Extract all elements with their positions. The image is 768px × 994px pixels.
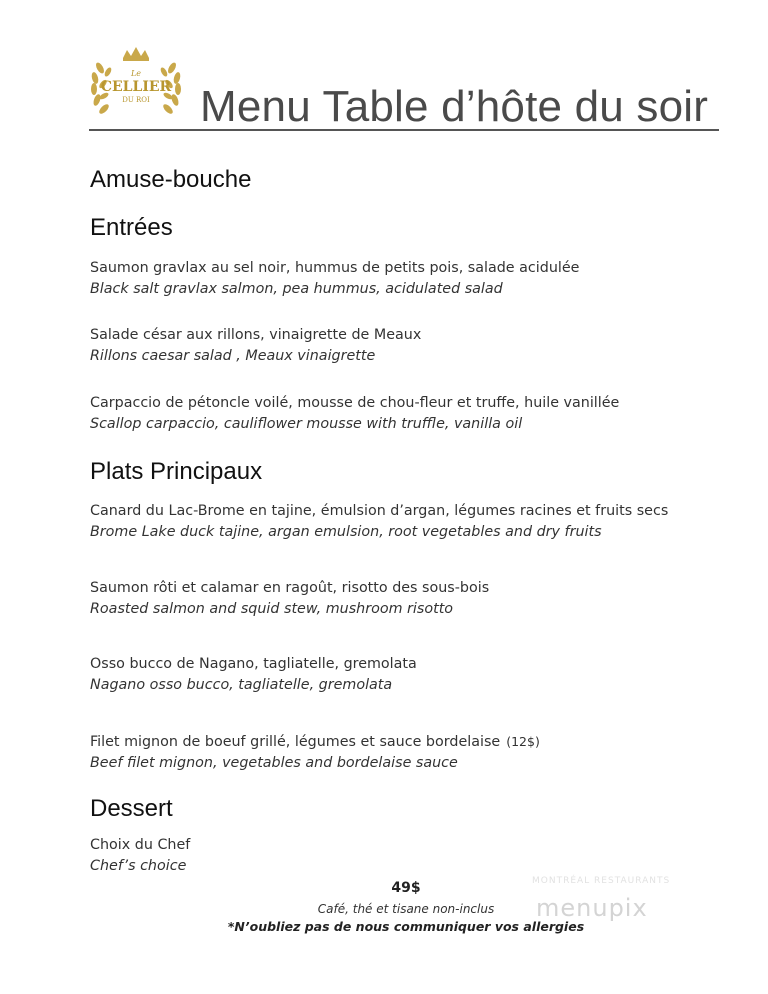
supplement-price: (12$): [506, 734, 540, 749]
menu-item-en: Chef’s choice: [90, 858, 187, 874]
menu-item-en: Scallop carpaccio, cauliflower mousse with truffle, vanilla oil: [90, 416, 523, 432]
menu-item-en: Beef filet mignon, vegetables and bordelaise sauce: [90, 755, 458, 771]
menu-item-en: Rillons caesar salad , Meaux vinaigrette: [90, 348, 376, 364]
menu-item: [90, 393, 619, 435]
menu-item: [90, 325, 421, 367]
menu-item-fr: Canard du Lac-Brome en tajine, émulsion d’argan, légumes racines et fruits secs: [90, 503, 669, 519]
menu-item-fr: Carpaccio de pétoncle voilé, mousse de chou-fleur et truffe, huile vanillée: [90, 395, 620, 411]
menu-item: [90, 835, 190, 877]
title-divider: [89, 129, 719, 131]
svg-text:CELLIER: CELLIER: [100, 79, 172, 95]
menu-item-en: Black salt gravlax salmon, pea hummus, acidulated salad: [90, 281, 503, 297]
allergy-notice: *N’oubliez pas de nous communiquer vos allergies: [227, 919, 585, 934]
menu-item: [90, 731, 540, 774]
menu-item-fr-text: Filet mignon de boeuf grillé, légumes et sauce bordelaise: [90, 734, 501, 750]
svg-text:DU ROI: DU ROI: [122, 96, 150, 104]
watermark: [532, 872, 682, 932]
section-title-amuse-bouche: Amuse-bouche: [90, 166, 252, 193]
section-title-dessert: Dessert: [90, 795, 173, 822]
section-title-entrees: Entrées: [90, 214, 173, 241]
section-title-plats-principaux: Plats Principaux: [90, 458, 263, 485]
menu-item-fr: Salade césar aux rillons, vinaigrette de Meaux: [90, 327, 422, 343]
menu-item: [90, 654, 417, 696]
page-title: Menu Table d’hôte du soir: [200, 82, 709, 131]
menu-item-en: Brome Lake duck tajine, argan emulsion, root vegetables and dry fruits: [90, 524, 602, 540]
menu-item: [90, 501, 668, 543]
menu-item-fr: Osso bucco de Nagano, tagliatelle, gremolata: [90, 656, 417, 672]
drinks-note: Café, thé et tisane non-inclus: [317, 902, 495, 916]
menu-item: [90, 258, 579, 300]
menu-item-fr: Choix du Chef: [90, 837, 191, 853]
menu-price: 49$: [391, 880, 421, 896]
menu-item-en: Nagano osso bucco, tagliatelle, gremolata: [90, 677, 393, 693]
laurel-crown-icon: [86, 44, 186, 122]
watermark-logo: menupix: [536, 894, 648, 922]
menu-item-en: Roasted salmon and squid stew, mushroom risotto: [90, 601, 454, 617]
menu-item: [90, 578, 489, 620]
svg-text:Le: Le: [130, 69, 142, 78]
menu-item-fr: [90, 731, 540, 753]
logo: [86, 44, 186, 122]
menu-item-fr: Saumon gravlax au sel noir, hummus de petits pois, salade acidulée: [90, 260, 580, 276]
menu-item-fr: Saumon rôti et calamar en ragoût, risotto des sous-bois: [90, 580, 490, 596]
watermark-tagline: MONTRÉAL RESTAURANTS: [532, 876, 671, 886]
